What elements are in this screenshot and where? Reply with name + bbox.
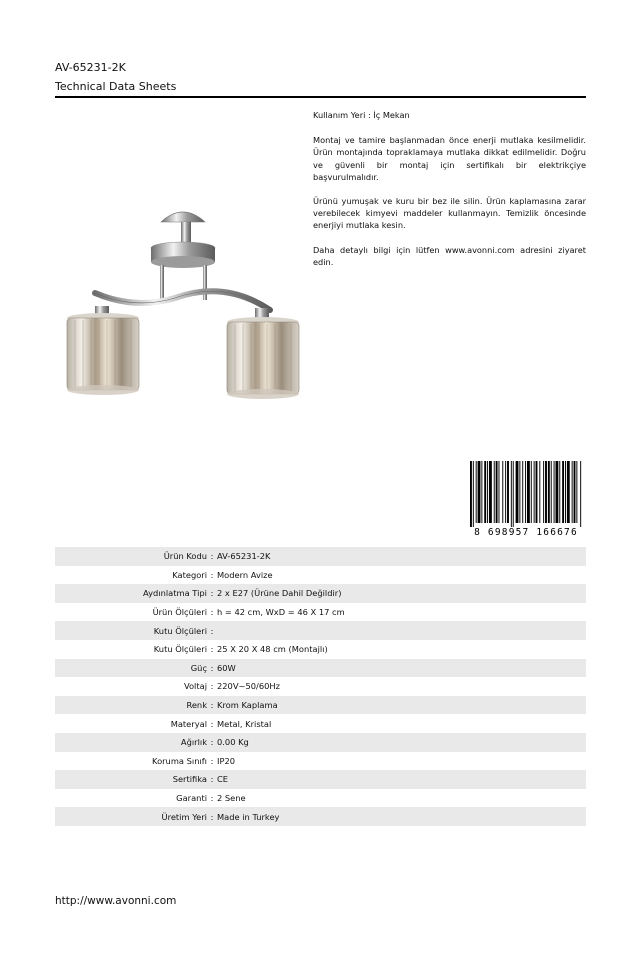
- spec-row: [55, 640, 586, 659]
- barcode-bar: [525, 461, 526, 523]
- spec-table: [55, 547, 586, 826]
- header-divider: [55, 96, 586, 98]
- spec-colon: :: [210, 644, 214, 655]
- spec-label: Sertifika: [172, 774, 207, 785]
- spec-value: 220V~50/60Hz: [217, 681, 280, 692]
- barcode-bars: [467, 460, 585, 537]
- barcode-bar: [572, 461, 573, 523]
- spec-colon: :: [210, 551, 214, 562]
- barcode-bar: [496, 461, 498, 523]
- barcode-bar: [481, 461, 482, 523]
- barcode-bar: [565, 461, 566, 523]
- spec-row: [55, 696, 586, 715]
- spec-colon: :: [210, 700, 214, 711]
- barcode: [467, 460, 585, 537]
- barcode-bar: [534, 461, 535, 523]
- spec-value: 2 x E27 (Ürüne Dahil Değildir): [217, 588, 342, 599]
- cleaning-instructions: Ürünü yumuşak ve kuru bir bez ile silin. Ürün kaplamasına zarar verebilecek kimyevi maddeler kullanmayın. Temizlik öncesinde enerjiyi mutlaka kesin.: [313, 196, 586, 231]
- barcode-bar: [507, 461, 509, 523]
- spec-colon: :: [210, 718, 214, 729]
- barcode-bar: [527, 461, 530, 523]
- spec-colon: :: [210, 811, 214, 822]
- spec-row: [55, 733, 586, 752]
- spec-row: [55, 621, 586, 640]
- barcode-bar: [487, 461, 488, 523]
- barcode-bar: [556, 461, 559, 523]
- barcode-bar: [559, 461, 560, 523]
- barcode-bar: [494, 461, 495, 523]
- spec-label: Kutu Ölçüleri: [153, 625, 207, 636]
- barcode-bar: [516, 461, 519, 523]
- barcode-bar: [548, 461, 550, 523]
- product-code-title: AV-65231-2K: [55, 61, 126, 74]
- barcode-bar: [499, 461, 500, 523]
- spec-row: [55, 547, 586, 566]
- barcode-bar: [473, 461, 474, 527]
- spec-label: Ağırlık: [180, 737, 207, 748]
- spec-value: AV-65231-2K: [217, 551, 271, 562]
- barcode-bar: [562, 461, 564, 523]
- barcode-bar: [554, 461, 555, 523]
- spec-colon: :: [210, 625, 214, 636]
- barcode-bar: [576, 461, 577, 523]
- spec-row: [55, 603, 586, 622]
- spec-label: Ürün Ölçüleri: [152, 607, 207, 618]
- spec-row: [55, 677, 586, 696]
- spec-value: Krom Kaplama: [217, 700, 278, 711]
- spec-label: Kutu Ölçüleri: [153, 644, 207, 655]
- footer-url[interactable]: http://www.avonni.com: [55, 895, 177, 907]
- barcode-bar: [476, 461, 477, 523]
- barcode-bar: [484, 461, 486, 523]
- spec-label: Kategori: [172, 569, 207, 580]
- spec-label: Materyal: [170, 718, 207, 729]
- spec-row: [55, 566, 586, 585]
- barcode-bar: [489, 461, 492, 523]
- barcode-bar: [545, 461, 547, 523]
- spec-label: Renk: [186, 700, 207, 711]
- barcode-bar: [567, 461, 570, 523]
- spec-value: Modern Avize: [217, 569, 273, 580]
- spec-value: 60W: [217, 662, 236, 673]
- barcode-number: 8 698957 166676: [474, 527, 578, 537]
- spec-colon: :: [210, 607, 214, 618]
- spec-colon: :: [210, 774, 214, 785]
- document-subtitle: Technical Data Sheets: [55, 80, 177, 93]
- spec-colon: :: [210, 569, 214, 580]
- spec-colon: :: [210, 737, 214, 748]
- spec-label: Voltaj: [183, 681, 207, 692]
- chandelier-illustration: [55, 110, 310, 465]
- spec-value: 0.00 Kg: [217, 737, 249, 748]
- barcode-bar: [543, 461, 544, 523]
- spec-value: h = 42 cm, WxD = 46 X 17 cm: [217, 607, 345, 618]
- barcode-bar: [580, 461, 581, 527]
- usage-info: [313, 109, 586, 280]
- spec-colon: :: [210, 681, 214, 692]
- spec-label: Aydınlatma Tipi: [143, 588, 207, 599]
- barcode-bar: [470, 461, 472, 527]
- spec-colon: :: [210, 755, 214, 766]
- spec-value: IP20: [217, 755, 236, 766]
- barcode-bar: [513, 461, 514, 527]
- spec-label: Koruma Sınıfı: [152, 755, 207, 766]
- spec-colon: :: [210, 588, 214, 599]
- website-note: Daha detaylı bilgi için lütfen www.avonni.com adresini ziyaret edin.: [313, 244, 586, 267]
- spec-row: [55, 789, 586, 808]
- spec-colon: :: [210, 793, 214, 804]
- usage-location: Kullanım Yeri : İç Mekan: [313, 110, 410, 120]
- spec-row: [55, 714, 586, 733]
- spec-label: Güç: [190, 662, 207, 673]
- spec-row: [55, 770, 586, 789]
- spec-value: 25 X 20 X 48 cm (Montajlı): [217, 644, 328, 655]
- barcode-bar: [551, 461, 552, 523]
- barcode-bar: [536, 461, 538, 523]
- spec-value: CE: [217, 774, 229, 785]
- spec-label: Üretim Yeri: [161, 811, 207, 822]
- spec-value: Metal, Kristal: [217, 718, 272, 729]
- spec-value: 2 Sene: [217, 793, 246, 804]
- barcode-bar: [505, 461, 506, 523]
- spec-row: [55, 659, 586, 678]
- spec-value: Made in Turkey: [217, 811, 280, 822]
- barcode-bar: [574, 461, 576, 523]
- barcode-bar: [522, 461, 523, 523]
- product-image: [55, 110, 310, 465]
- spec-label: Ürün Kodu: [163, 551, 207, 562]
- spec-row: [55, 807, 586, 826]
- barcode-bar: [519, 461, 520, 523]
- barcode-bar: [502, 461, 503, 523]
- barcode-bar: [478, 461, 481, 523]
- spec-colon: :: [210, 662, 214, 673]
- barcode-bar: [539, 461, 540, 523]
- spec-row: [55, 752, 586, 771]
- installation-warning: Montaj ve tamire başlanmadan önce enerji mutlaka kesilmelidir. Ürün montajında topraklamaya mutlaka dikkat edilmelidir. Doğru ve güvenli bir montaj için sertifikalı bir elektrikçiye başvurulmalıdır.: [313, 135, 586, 182]
- spec-label: Garanti: [176, 793, 207, 804]
- barcode-bar: [531, 461, 532, 523]
- barcode-bar: [511, 461, 512, 527]
- spec-row: [55, 584, 586, 603]
